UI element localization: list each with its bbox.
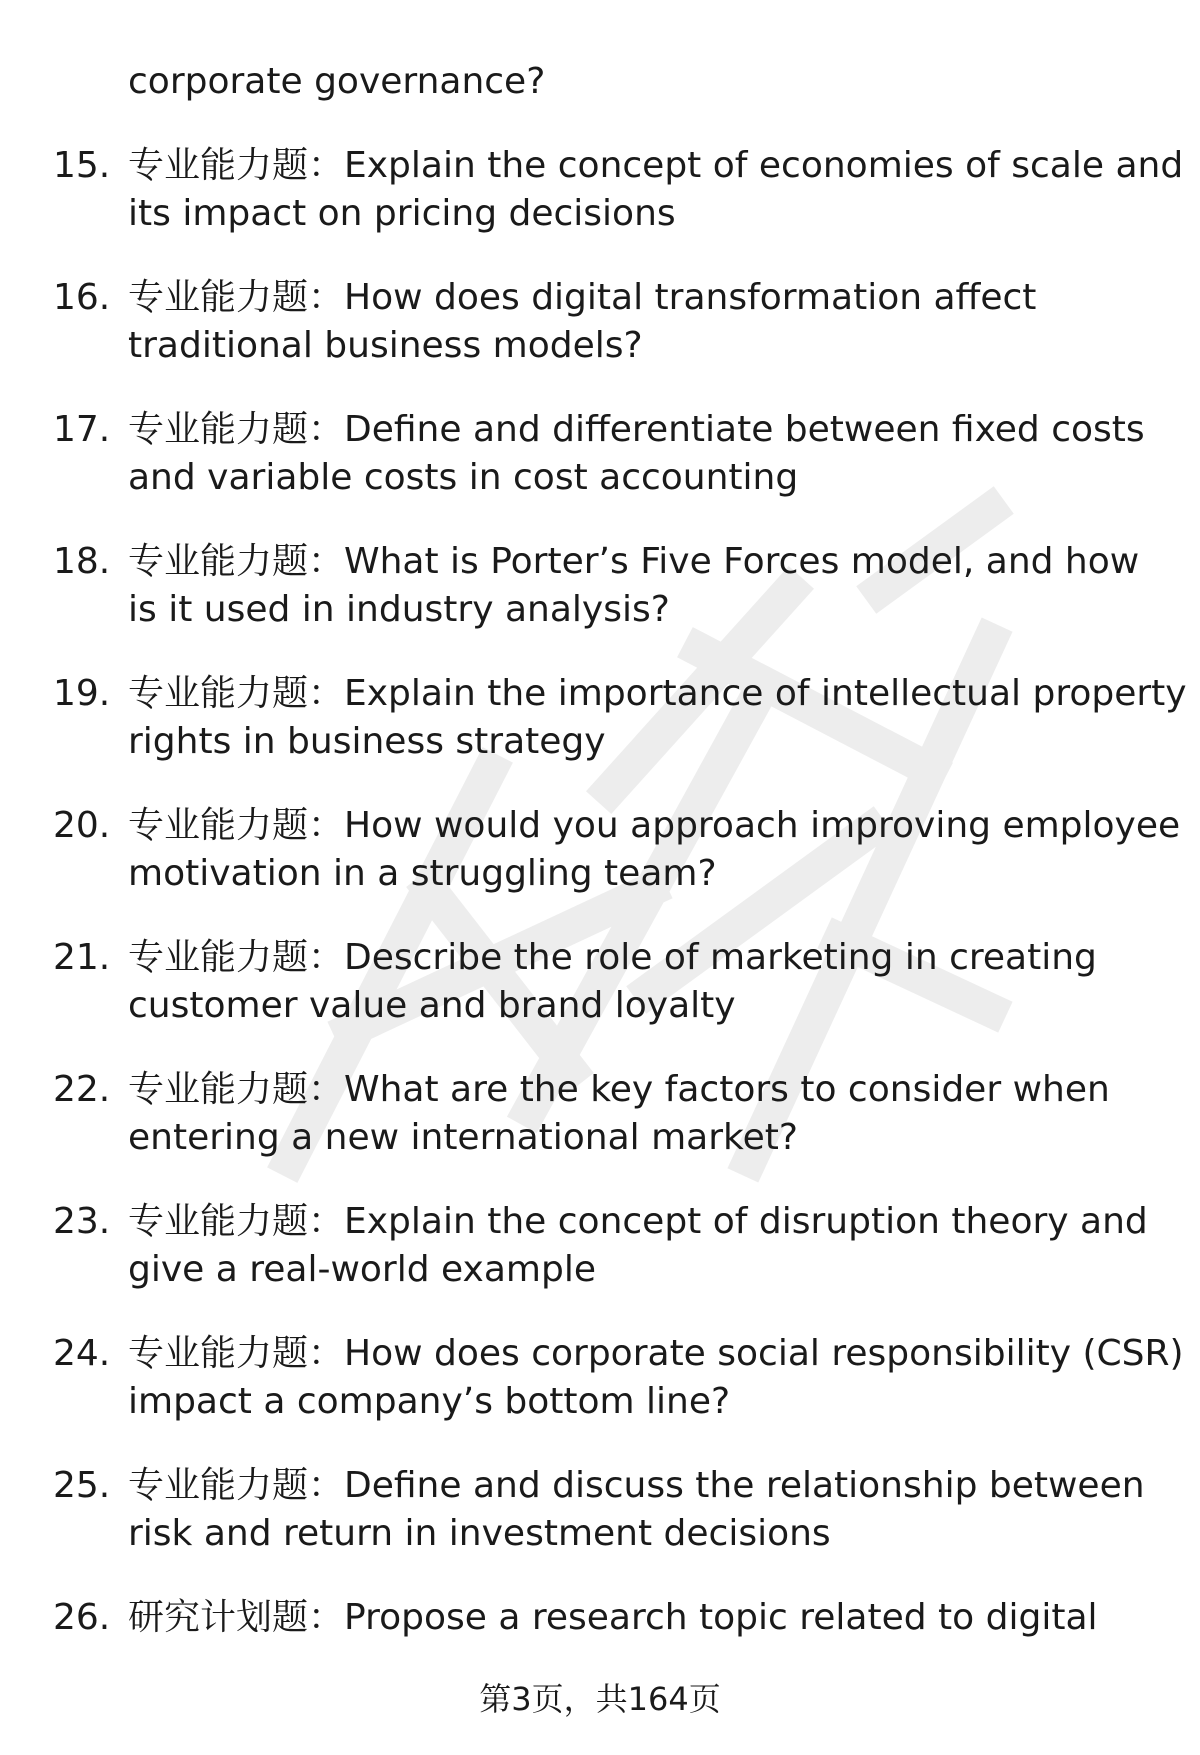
question-text-line: give a real-world example: [128, 1249, 596, 1290]
question-text: [128, 1066, 1188, 1162]
question-item: [0, 670, 1200, 802]
question-text-line: risk and return in investment decisions: [128, 1513, 831, 1554]
question-text-line: 专业能力题：Explain the importance of intellectual property: [128, 673, 1187, 714]
question-number: 15.: [53, 145, 111, 186]
question-text: [128, 142, 1188, 238]
question-item: [0, 406, 1200, 538]
question-text-line: 专业能力题：How does corporate social responsibility (CSR): [128, 1333, 1184, 1374]
question-item: [0, 142, 1200, 274]
question-item: [0, 1066, 1200, 1198]
question-text: [128, 934, 1188, 1030]
question-text-line: rights in business strategy: [128, 721, 606, 762]
question-text-line: is it used in industry analysis?: [128, 589, 670, 630]
question-text-line: 专业能力题：How would you approach improving employee: [128, 805, 1181, 846]
question-number: 25.: [53, 1465, 111, 1506]
question-text: [128, 406, 1188, 502]
page-footer: 第3页，共164页: [479, 1680, 721, 1718]
question-text: [128, 1594, 1188, 1642]
question-text-line: entering a new international market?: [128, 1117, 798, 1158]
question-list: [0, 142, 1200, 1726]
question-text-line: impact a company’s bottom line?: [128, 1381, 731, 1422]
question-text-line: traditional business models?: [128, 325, 643, 366]
question-text-line: 研究计划题：Propose a research topic related to digital: [128, 1597, 1098, 1638]
question-number: 17.: [53, 409, 111, 450]
question-item: [0, 802, 1200, 934]
question-number: 26.: [53, 1597, 111, 1638]
question-text: [128, 802, 1188, 898]
question-text-line: 专业能力题：Define and differentiate between fixed costs: [128, 409, 1145, 450]
question-number: 21.: [53, 937, 111, 978]
continuation-text: corporate governance?: [128, 61, 546, 102]
question-text-line: 专业能力题：Explain the concept of economies of scale and: [128, 145, 1184, 186]
question-number: 24.: [53, 1333, 111, 1374]
question-text-line: and variable costs in cost accounting: [128, 457, 799, 498]
question-text: [128, 538, 1188, 634]
question-text-line: 专业能力题：Describe the role of marketing in creating: [128, 937, 1097, 978]
question-text-line: 专业能力题：Explain the concept of disruption theory and: [128, 1201, 1148, 1242]
question-text: [128, 1462, 1188, 1558]
question-item: [0, 274, 1200, 406]
question-text-line: 专业能力题：What is Porter’s Five Forces model, and how: [128, 541, 1140, 582]
question-item: [0, 1330, 1200, 1462]
question-number: 16.: [53, 277, 111, 318]
question-text: [128, 1330, 1188, 1426]
question-text-line: customer value and brand loyalty: [128, 985, 736, 1026]
question-text: [128, 670, 1188, 766]
question-text-line: 专业能力题：How does digital transformation affect: [128, 277, 1037, 318]
question-item: [0, 538, 1200, 670]
question-number: 18.: [53, 541, 111, 582]
question-number: 20.: [53, 805, 111, 846]
question-text: [128, 274, 1188, 370]
question-text-line: 专业能力题：Define and discuss the relationship between: [128, 1465, 1145, 1506]
question-number: 22.: [53, 1069, 111, 1110]
question-text-line: 专业能力题：What are the key factors to consider when: [128, 1069, 1110, 1110]
question-number: 23.: [53, 1201, 111, 1242]
question-text-line: motivation in a struggling team?: [128, 853, 717, 894]
question-item: [0, 934, 1200, 1066]
question-item: [0, 1462, 1200, 1594]
question-text: [128, 1198, 1188, 1294]
question-text-line: its impact on pricing decisions: [128, 193, 676, 234]
question-number: 19.: [53, 673, 111, 714]
question-item: [0, 1198, 1200, 1330]
